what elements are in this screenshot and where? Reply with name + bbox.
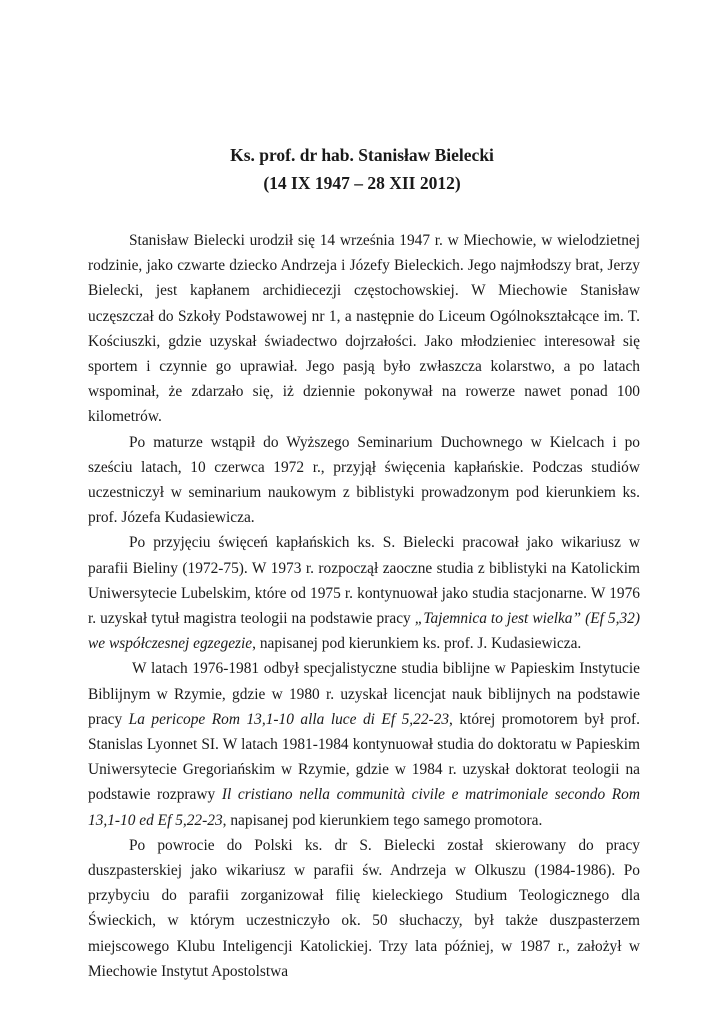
- text-segment: , napisanej pod kierunkiem tego samego promotora.: [222, 811, 543, 829]
- text-segment: Stanisław Bielecki urodził się 14 września 1947 r. w Miechowie, w wielodzietnej rodzinie, jako czwarte dziecko Andrzeja i Józefy Bieleckich. Jego najmłodszy brat, Jerzy Bielecki, jest kapłanem archidiecezji częstochowskiej. W Miechowie Stanisław uczęszczał do Szkoły Podstawowej nr 1, a następnie do Liceum Ogólnokształcące im. T. Kościuszki, gdzie uzyskał świadectwo dojrzałości. Jako młodzieniec interesował się sportem i czynnie go uprawiał. Jego pasją było zwłaszcza kolarstwo, a po latach wspominał, że zdarzało się, iż dziennie pokonywał na rowerze nawet ponad 100 kilometrów.: [88, 232, 640, 426]
- text-segment: W latach 1976-1981 odbył specjalistyczne studia biblijne w Papieskim Instytucie Biblijnym w Rzymie, gdzie w 1980 r. uzyskał licencjat nauk biblijnych na podstawie pracy: [88, 660, 640, 728]
- italic-work-title: Il cristiano nella communità civile e matrimoniale secondo Rom 13,1-10 ed Ef 5,22-23: [88, 786, 640, 829]
- paragraph: [88, 228, 640, 430]
- document-title: Ks. prof. dr hab. Stanisław Bielecki: [230, 145, 494, 165]
- paragraph: [88, 530, 640, 656]
- text-segment: Po powrocie do Polski ks. dr S. Bielecki został skierowany do pracy duszpasterskiej jako wikariusz w parafii św. Andrzeja w Olkuszu (1984-1986). Po przybyciu do parafii zorganizował filię kieleckiego Studium Teologicznego dla Świeckich, w którym uczestniczyło ok. 50 słuchaczy, był także duszpasterzem miejscowego Klubu Inteligencji Katolickiej. Trzy lata później, w 1987 r., założył w Miechowie Instytut Apostolstwa: [88, 836, 640, 980]
- text-segment: Po przyjęciu święceń kapłańskich ks. S. Bielecki pracował jako wikariusz w parafii Bieliny (1972-75). W 1973 r. rozpoczął zaoczne studia z biblistyki na Katolickim Uniwersytecie Lubelskim, które od 1975 r. kontynuował jako studia stacjonarne. W 1976 r. uzyskał tytuł magistra teologii na podstawie pracy: [88, 534, 640, 628]
- paragraph: [88, 656, 640, 832]
- italic-work-title: La pericope Rom 13,1-10 alla luce di Ef 5,22-23: [128, 710, 450, 728]
- text-segment: Po maturze wstąpił do Wyższego Seminarium Duchownego w Kielcach i po sześciu latach, 10 czerwca 1972 r., przyjął święcenia kapłańskie. Podczas studiów uczestniczył w seminarium naukowym z biblistyki prowadzonym pod kierunkiem ks. prof. Józefa Kudasiewicza.: [88, 433, 640, 527]
- document-subtitle: (14 IX 1947 – 28 XII 2012): [263, 173, 461, 193]
- paragraph: [88, 833, 640, 984]
- italic-work-title: „Tajemnica to jest wielka” (Ef 5,32) we współczesnej egzegezie: [88, 610, 640, 653]
- text-segment: , której promotorem był prof. Stanislas Lyonnet SI. W latach 1981-1984 kontynuował studia do doktoratu w Papieskim Uniwersytecie Gregoriańskim w Rzymie, gdzie w 1984 r. uzyskał doktorat teologii na podstawie rozprawy: [88, 710, 640, 804]
- paragraph: [88, 430, 640, 531]
- text-segment: , napisanej pod kierunkiem ks. prof. J. Kudasiewicza.: [252, 635, 582, 653]
- document-body: [88, 228, 640, 984]
